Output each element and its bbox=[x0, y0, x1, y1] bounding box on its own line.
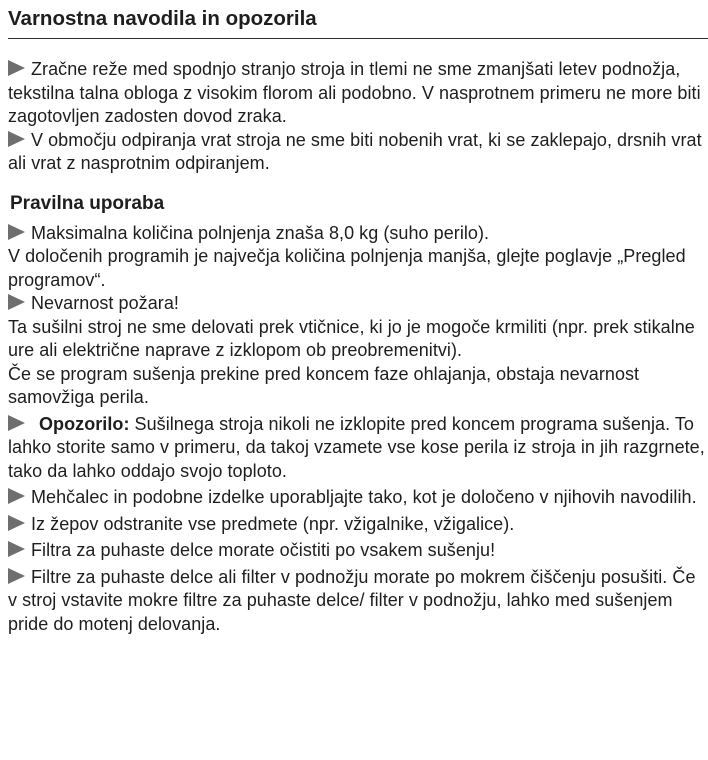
item-text-1: Mehčalec in podobne izdelke uporabljajte tako, kot je določeno v njihovih navodilih. bbox=[31, 487, 697, 507]
intro-text-1: Zračne reže med spodnjo stranjo stroja in tlemi ne sme zmanjšati letev podnožja, tekstilna talna obloga z visokim florom ali podobno. V nasprotnem primeru ne more biti zagotovljen zadosten dovod zraka. bbox=[8, 59, 701, 126]
bullet-triangle-icon bbox=[8, 515, 25, 531]
item-paragraph-2 bbox=[8, 513, 708, 537]
item-text-3: Filtra za puhaste delce morate očistiti po vsakem sušenju! bbox=[31, 540, 496, 560]
item-paragraph-3 bbox=[8, 539, 708, 563]
intro-text-2: V območju odpiranja vrat stroja ne sme biti nobenih vrat, ki se zaklepajo, drsnih vrat ali vrat z nasprotnim odpiranjem. bbox=[8, 129, 702, 173]
load-note: V določenih programih je največja količina polnjenja manjša, glejte poglavje „Pregled programov“. bbox=[8, 246, 686, 290]
fire-note-1: Ta sušilni stroj ne sme delovati prek vtičnice, ki jo je mogoče krmiliti (npr. prek stikalne ure ali električne naprave z izklopom ob preobremenitvi). bbox=[8, 316, 695, 360]
load-paragraph bbox=[8, 222, 708, 246]
page-title: Varnostna navodila in opozorila bbox=[8, 6, 708, 39]
bullet-triangle-icon bbox=[8, 294, 25, 310]
fire-text: Nevarnost požara! bbox=[31, 293, 179, 313]
item-paragraph-1 bbox=[8, 486, 708, 510]
bullet-triangle-icon bbox=[8, 541, 25, 557]
warning-label: Opozorilo: bbox=[39, 413, 130, 434]
bullet-triangle-icon bbox=[8, 488, 25, 504]
intro-paragraph-1 bbox=[8, 58, 708, 129]
warning-text: Sušilnega stroja nikoli ne izklopite pred koncem programa sušenja. To lahko storite samo v primeru, da takoj vzamete vse kose perila iz stroja in jih razgrnete, tako da lahko oddajo svojo toploto. bbox=[8, 413, 705, 481]
fire-paragraph bbox=[8, 292, 708, 316]
fire-note-2: Če se program sušenja prekine pred koncem faze ohlajanja, obstaja nevarnost samovžiga perila. bbox=[8, 363, 640, 407]
bullet-triangle-icon bbox=[8, 568, 25, 584]
section-heading: Pravilna uporaba bbox=[10, 192, 165, 214]
item-text-4: Filtre za puhaste delce ali filter v podnožju morate po mokrem čiščenju posušiti. Če v stroj vstavite mokre filtre za puhaste delce/ filter v podnožju, lahko med sušenjem pride do motenj delovanja. bbox=[8, 566, 696, 634]
bullet-triangle-icon bbox=[8, 131, 25, 147]
bullet-triangle-icon bbox=[8, 60, 25, 76]
warning-paragraph bbox=[8, 413, 708, 484]
load-text: Maksimalna količina polnjenja znaša 8,0 kg (suho perilo). bbox=[31, 222, 490, 243]
bullet-triangle-icon bbox=[8, 415, 25, 431]
item-text-2: Iz žepov odstranite vse predmete (npr. vžigalnike, vžigalice). bbox=[31, 513, 515, 534]
intro-paragraph-2 bbox=[8, 129, 708, 176]
bullet-triangle-icon bbox=[8, 224, 25, 240]
item-paragraph-4 bbox=[8, 566, 708, 637]
document-page bbox=[8, 6, 708, 636]
